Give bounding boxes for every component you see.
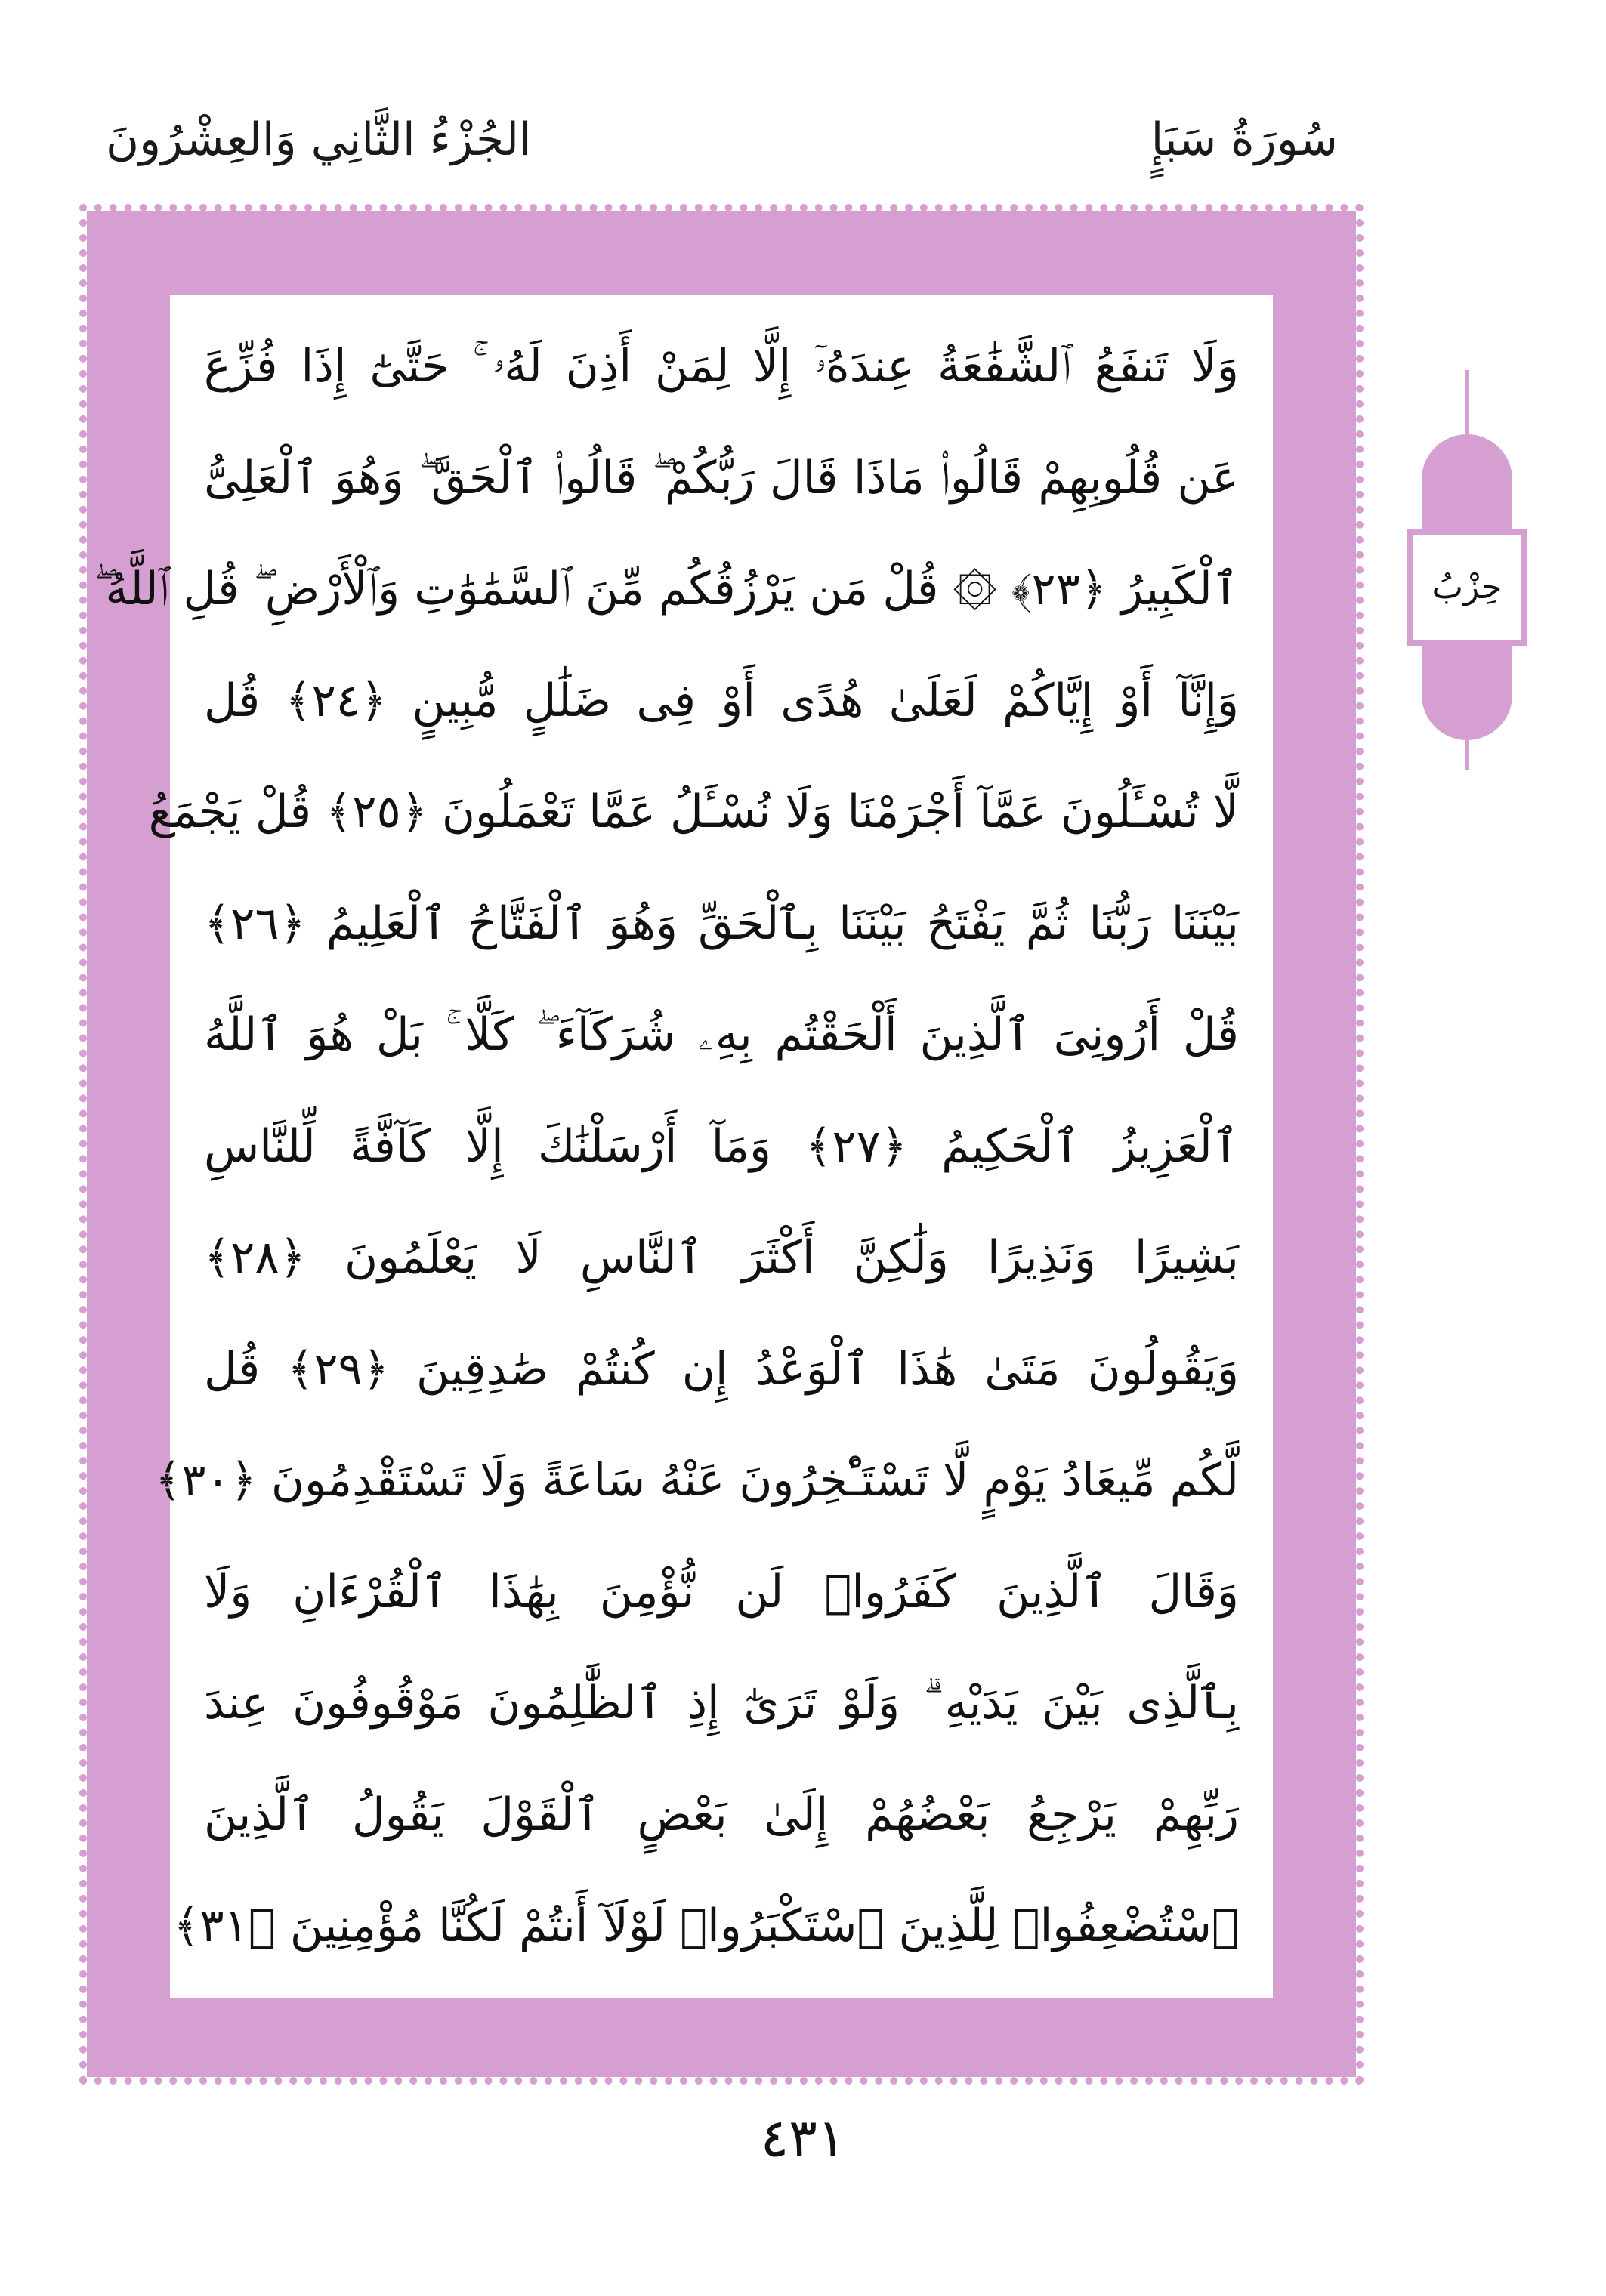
- verse-line: بِٱلَّذِى بَيْنَ يَدَيْهِ ۗ وَلَوْ تَرَىٰٓ إِذِ ٱلظَّٰلِمُونَ مَوْقُوفُونَ عِندَ: [204, 1677, 1239, 1730]
- surah-name: سُورَةُ سَبَإٍ: [1150, 113, 1338, 166]
- verse-line: لَّا تُسْـَٔلُونَ عَمَّآ أَجْرَمْنَا وَلَا نُسْـَٔلُ عَمَّا تَعْمَلُونَ ﴿٢٥﴾ قُلْ يَجْمَعُ: [148, 785, 1239, 838]
- quran-page-text-area: [94, 295, 1273, 1998]
- hizb-ornament-top: [1422, 434, 1512, 532]
- verse-line: بَيْنَنَا رَبُّنَا ثُمَّ يَفْتَحُ بَيْنَنَا بِٱلْحَقِّ وَهُوَ ٱلْفَتَّاحُ ٱلْعَلِيمُ ﴿٢٦﴾: [204, 896, 1239, 950]
- verse-line: رَبِّهِمْ يَرْجِعُ بَعْضُهُمْ إِلَىٰ بَعْضٍ ٱلْقَوْلَ يَقُولُ ٱلَّذِينَ: [204, 1788, 1239, 1841]
- page-number: ٤٣١: [760, 2107, 846, 2169]
- verse-line: لَّكُم مِّيعَادُ يَوْمٍ لَّا تَسْتَـْٔخِرُونَ عَنْهُ سَاعَةً وَلَا تَسْتَقْدِمُونَ ﴿٣٠﴾: [155, 1454, 1239, 1507]
- verse-line: ٱلْكَبِيرُ ﴿٢٣﴾ ۞ قُلْ مَن يَرْزُقُكُم مِّنَ ٱلسَّمَٰوَٰتِ وَٱلْأَرْضِ ۖ قُلِ ٱللَّهُ ۖ: [94, 563, 1239, 616]
- hizb-marker: حِزْبُ: [1407, 529, 1527, 646]
- verse-line: ٱسْتُضْعِفُوا۟ لِلَّذِينَ ٱسْتَكْبَرُوا۟ لَوْلَآ أَنتُمْ لَكُنَّا مُؤْمِنِينَ ﴿٣١﴾: [173, 1899, 1239, 1952]
- verse-line: بَشِيرًا وَنَذِيرًا وَلَٰكِنَّ أَكْثَرَ ٱلنَّاسِ لَا يَعْلَمُونَ ﴿٢٨﴾: [204, 1231, 1239, 1284]
- verse-lines: [94, 321, 1240, 1971]
- verse-line: وَلَا تَنفَعُ ٱلشَّفَٰعَةُ عِندَهُۥٓ إِلَّا لِمَنْ أَذِنَ لَهُۥ ۚ حَتَّىٰٓ إِذَا فُزِّعَ: [204, 340, 1239, 393]
- verse-line: ٱلْعَزِيزُ ٱلْحَكِيمُ ﴿٢٧﴾ وَمَآ أَرْسَلْنَٰكَ إِلَّا كَآفَّةً لِّلنَّاسِ: [204, 1119, 1239, 1173]
- verse-line: وَقَالَ ٱلَّذِينَ كَفَرُوا۟ لَن نُّؤْمِنَ بِهَٰذَا ٱلْقُرْءَانِ وَلَا: [204, 1565, 1239, 1619]
- verse-line: وَإِنَّآ أَوْ إِيَّاكُمْ لَعَلَىٰ هُدًى أَوْ فِى ضَلَٰلٍ مُّبِينٍ ﴿٢٤﴾ قُل: [204, 674, 1240, 727]
- verse-line: عَن قُلُوبِهِمْ قَالُوا۟ مَاذَا قَالَ رَبُّكُمْ ۖ قَالُوا۟ ٱلْحَقَّ ۖ وَهُوَ ٱلْعَلِىُّ: [204, 451, 1239, 505]
- verse-line: وَيَقُولُونَ مَتَىٰ هَٰذَا ٱلْوَعْدُ إِن كُنتُمْ صَٰدِقِينَ ﴿٢٩﴾ قُل: [204, 1342, 1239, 1396]
- hizb-ornament-bottom: [1422, 642, 1512, 740]
- juz-name: الجُزْءُ الثَّانِي وَالعِشْرُونَ: [106, 113, 532, 166]
- verse-line: قُلْ أَرُونِىَ ٱلَّذِينَ أَلْحَقْتُم بِهِۦ شُرَكَآءَ ۖ كَلَّا ۚ بَلْ هُوَ ٱللَّهُ: [204, 1008, 1239, 1061]
